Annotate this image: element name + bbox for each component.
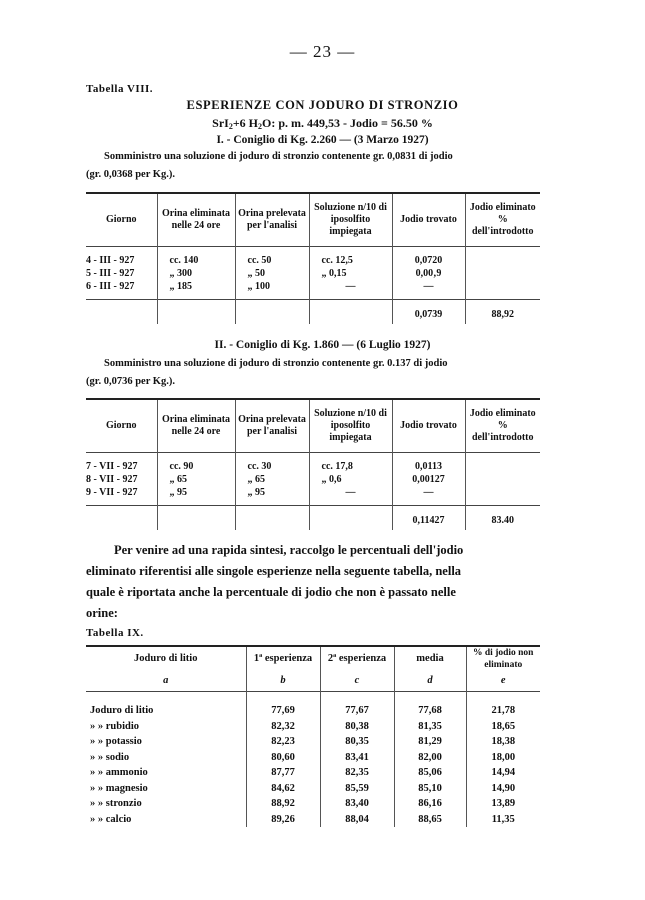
- exp1-table: [86, 192, 540, 324]
- cell: —: [309, 280, 392, 300]
- col-letter: b: [246, 671, 320, 692]
- col-header: Giorno: [105, 214, 137, 225]
- cell: 82,35: [320, 765, 394, 781]
- cell: [86, 300, 157, 325]
- percent-value: 83.40: [465, 506, 540, 531]
- cell: „ 0,6: [309, 473, 392, 486]
- cell: 82,23: [246, 734, 320, 750]
- col-header: Orina prelevata per l'analisi: [235, 193, 309, 247]
- cell: 0,00127: [392, 473, 465, 486]
- cell: [157, 300, 235, 325]
- exp2-caption: II. - Coniglio di Kg. 1.860 — (6 Luglio 1927): [214, 339, 431, 351]
- cell: 89,26: [246, 812, 320, 828]
- cell: 14,90: [466, 781, 540, 797]
- exp2-text-line2: (gr. 0,0736 per Kg.).: [86, 376, 175, 387]
- cell: 7 - VII - 927: [86, 461, 138, 472]
- col-header: Jodio eliminato % dell'introdotto: [465, 193, 540, 247]
- cell: 82,32: [246, 719, 320, 735]
- cell: „ 95: [157, 486, 235, 506]
- col-header: media: [394, 646, 466, 671]
- cell: 87,77: [246, 765, 320, 781]
- cell: 80,38: [320, 719, 394, 735]
- cell: 8 - VII - 927: [86, 474, 138, 485]
- cell: 18,00: [466, 750, 540, 766]
- col-letter: c: [320, 671, 394, 692]
- cell: [465, 247, 540, 268]
- cell: 80,35: [320, 734, 394, 750]
- total-row: [86, 300, 540, 325]
- cell: » » stronzio: [90, 798, 142, 809]
- cell: 9 - VII - 927: [86, 487, 138, 498]
- table8-heading: ESPERIENZE CON JODURO DI STRONZIO: [186, 98, 459, 112]
- cell: cc. 17,8: [309, 453, 392, 474]
- cell: 83,41: [320, 750, 394, 766]
- exp2-table: [86, 398, 540, 530]
- table-row: [86, 719, 540, 735]
- cell: 81,35: [394, 719, 466, 735]
- col-header: Joduro di litio: [134, 653, 198, 664]
- cell: cc. 140: [157, 247, 235, 268]
- exp1-caption: I. - Coniglio di Kg. 2.260 — (3 Marzo 1927): [216, 134, 429, 146]
- total-row: [86, 506, 540, 531]
- cell: [309, 506, 392, 531]
- cell: 86,16: [394, 796, 466, 812]
- paragraph-line: eliminato riferentisi alle singole esperienze nella seguente tabella, nella: [86, 564, 462, 578]
- exp2-text-line1: Somministro una soluzione di joduro di stronzio contenente gr. 0.137 di jodio: [104, 358, 448, 369]
- cell: 0,0113: [392, 453, 465, 474]
- cell: cc. 12,5: [309, 247, 392, 268]
- cell: 85,06: [394, 765, 466, 781]
- percent-value: 88,92: [465, 300, 540, 325]
- cell: » » calcio: [90, 813, 132, 825]
- table-row: [86, 247, 540, 268]
- cell: „ 185: [157, 280, 235, 300]
- col-header: Soluzione n/10 di iposolfito impiegata: [309, 399, 392, 453]
- cell: 88,65: [394, 812, 466, 828]
- col-letter: a: [163, 675, 169, 686]
- cell: [235, 506, 309, 531]
- table-row: [86, 453, 540, 474]
- cell: [157, 506, 235, 531]
- col-header: 1ª esperienza: [246, 646, 320, 671]
- cell: [309, 300, 392, 325]
- paragraph-line: orine:: [86, 606, 118, 620]
- total-value: 0,0739: [392, 300, 465, 325]
- cell: [465, 473, 540, 486]
- cell: [465, 453, 540, 474]
- cell: 6 - III - 927: [86, 281, 135, 292]
- cell: 5 - III - 927: [86, 268, 135, 279]
- cell: [465, 486, 540, 506]
- cell: „ 50: [235, 267, 309, 280]
- cell: [86, 506, 157, 531]
- cell: » » sodio: [90, 751, 130, 763]
- cell: „ 65: [157, 473, 235, 486]
- cell: 77,68: [394, 692, 466, 719]
- table-row: [86, 750, 540, 766]
- col-header: Orina prelevata per l'analisi: [235, 399, 309, 453]
- table9-label: Tabella IX.: [86, 627, 144, 639]
- cell: » » magnesio: [90, 782, 148, 794]
- table-row: [86, 796, 540, 812]
- table-row: [86, 765, 540, 781]
- paragraph-line: quale è riportata anche la percentuale di jodio che non è passato nelle: [86, 585, 456, 599]
- cell: 82,00: [394, 750, 466, 766]
- cell: » » potassio: [90, 736, 142, 747]
- cell: » » rubidio: [90, 720, 140, 732]
- col-header: % di jodio non eliminato: [466, 646, 540, 671]
- cell: cc. 30: [235, 453, 309, 474]
- cell: 14,94: [466, 765, 540, 781]
- col-header: Orina eliminata nelle 24 ore: [157, 399, 235, 453]
- cell: 85,10: [394, 781, 466, 797]
- col-header: Orina eliminata nelle 24 ore: [157, 193, 235, 247]
- table-row: [86, 280, 540, 300]
- cell: 18,65: [466, 719, 540, 735]
- col-header: Jodio trovato: [392, 399, 465, 453]
- cell: 83,40: [320, 796, 394, 812]
- cell: —: [392, 486, 465, 506]
- cell: „ 0,15: [309, 267, 392, 280]
- col-header: 2ª esperienza: [320, 646, 394, 671]
- cell: 77,67: [320, 692, 394, 719]
- exp1-text-line1: Somministro una soluzione di joduro di stronzio contenente gr. 0,0831 di jodio: [104, 151, 453, 162]
- cell: —: [309, 486, 392, 506]
- cell: 4 - III - 927: [86, 255, 135, 266]
- cell: cc. 90: [157, 453, 235, 474]
- col-header: Soluzione n/10 di iposolfito impiegata: [309, 193, 392, 247]
- cell: 85,59: [320, 781, 394, 797]
- col-letter: d: [394, 671, 466, 692]
- cell: Joduro di litio: [90, 705, 154, 716]
- cell: —: [392, 280, 465, 300]
- table9: [86, 645, 540, 827]
- table8-label: Tabella VIII.: [86, 83, 154, 95]
- table-row: [86, 486, 540, 506]
- page-number: — 23 —: [289, 42, 356, 61]
- summary-paragraph: [86, 540, 540, 624]
- table8-formula: SrI$_2$+6 $H_2O$: p. m. 449,53 - Jodio = 56.50 %: [212, 116, 433, 131]
- cell: [465, 267, 540, 280]
- cell: » » ammonio: [90, 767, 148, 778]
- cell: „ 300: [157, 267, 235, 280]
- cell: [235, 300, 309, 325]
- cell: 80,60: [246, 750, 320, 766]
- table-row: [86, 734, 540, 750]
- table-row: [86, 267, 540, 280]
- cell: 13,89: [466, 796, 540, 812]
- table-row: [86, 473, 540, 486]
- cell: 21,78: [466, 692, 540, 719]
- cell: 77,69: [246, 692, 320, 719]
- cell: 0,0720: [392, 247, 465, 268]
- table-row: [86, 692, 540, 719]
- cell: 11,35: [466, 812, 540, 828]
- paragraph-line: Per venire ad una rapida sintesi, raccolgo le percentuali dell'jodio: [114, 543, 464, 557]
- cell: 84,62: [246, 781, 320, 797]
- cell: 88,04: [320, 812, 394, 828]
- cell: [465, 280, 540, 300]
- cell: 88,92: [246, 796, 320, 812]
- total-value: 0,11427: [392, 506, 465, 531]
- col-header: Jodio eliminato % dell'introdotto: [465, 399, 540, 453]
- cell: „ 65: [235, 473, 309, 486]
- cell: 18,38: [466, 734, 540, 750]
- cell: „ 100: [235, 280, 309, 300]
- cell: 0,00‚9: [392, 267, 465, 280]
- cell: cc. 50: [235, 247, 309, 268]
- cell: „ 95: [235, 486, 309, 506]
- col-header: Jodio trovato: [392, 193, 465, 247]
- table-row: [86, 812, 540, 828]
- exp1-text-line2: (gr. 0,0368 per Kg.).: [86, 169, 175, 180]
- cell: 81,29: [394, 734, 466, 750]
- col-letter: e: [466, 671, 540, 692]
- table-row: [86, 781, 540, 797]
- col-header: Giorno: [105, 420, 137, 431]
